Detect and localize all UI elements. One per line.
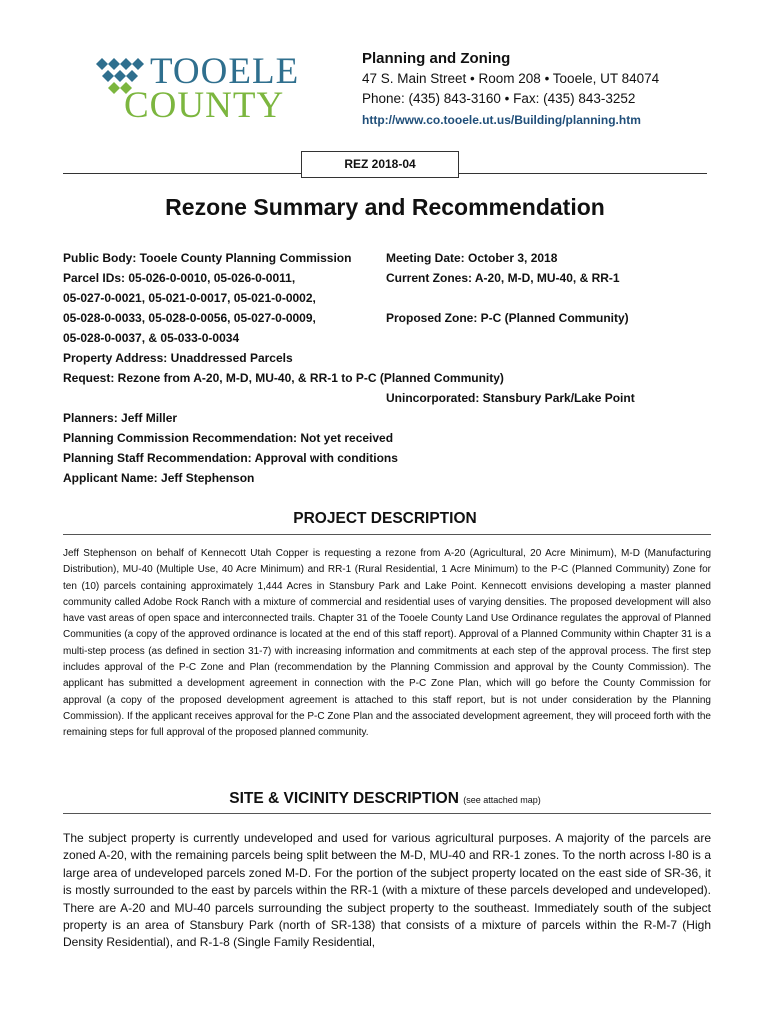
page-title: Rezone Summary and Recommendation (165, 194, 605, 220)
site-description-note: (see attached map) (463, 795, 541, 805)
site-description-rule (63, 813, 711, 814)
parcel-ids-line-1: Parcel IDs: 05-026-0-0010, 05-026-0-0011, (63, 271, 296, 285)
planners: Planners: Jeff Miller (63, 411, 178, 425)
project-description-rule (63, 534, 711, 535)
site-description-heading-text: SITE & VICINITY DESCRIPTION (229, 790, 459, 807)
logo-text-county: COUNTY (124, 85, 285, 126)
project-description-text: Jeff Stephenson on behalf of Kennecott Utah Copper is requesting a rezone from A-20 (Agricultural, 20 Acre Minimum), M-D (Manufacturing Distribution), MU-40 (Multiple Use, 40 Acre Minimum) and RR-1 (Rural Residential, 1 Acre Minimum) to the P-C (Planned Community) Zone for ten (10) parcels containing approximately 1,444 Acres in Stansbury Park and Lake Point. Kennecott envisions developing a master planned community called Adobe Rock Ranch with a mixture of commercial and residential uses of varying densities. The proposed development will also have vast areas of open space and interconnected trails. Chapter 31 of the Tooele County Land Use Ordinance regulates the approval of Planned Communities (a copy of the approved ordinance is located at the end of this staff report). Approval of a Planned Community within Chapter 31 is a multi-step process (as defined in section 31-7) with increasing information and commitments at each step of the approval process. The first step includes approval of the P-C Zone and Plan (recommendation by the Planning Commission and approval by the County Commission). The applicant has submitted a development agreement in connection with the P-C Zone Plan, which will go before the County Commission for approval (a copy of the proposed development agreement is attached to this staff report, but is not under consideration by the Planning Commission). If the applicant receives approval for the P-C Zone Plan and the associated development agreement, they will proceed forth with the remaining steps for full approval of the proposed planned community. (63, 548, 711, 739)
meeting-date: Meeting Date: October 3, 2018 (386, 251, 558, 265)
current-zones: Current Zones: A-20, M-D, MU-40, & RR-1 (386, 271, 620, 285)
proposed-zone: Proposed Zone: P-C (Planned Community) (386, 311, 629, 325)
location: Unincorporated: Stansbury Park/Lake Point (386, 391, 635, 405)
public-body: Public Body: Tooele County Planning Commission (63, 251, 352, 265)
logo-text-tooele: TOOELE (150, 51, 300, 92)
planning-commission-recommendation: Planning Commission Recommendation: Not yet received (63, 431, 394, 445)
parcel-ids-line-4: 05-028-0-0037, & 05-033-0-0034 (63, 331, 240, 345)
rezone-request: Request: Rezone from A-20, M-D, MU-40, & RR-1 to P-C (Planned Community) (63, 371, 504, 385)
parcel-ids-line-2: 05-027-0-0021, 05-021-0-0017, 05-021-0-0002, (63, 291, 316, 305)
office-phone: Phone: (435) 843-3160 • Fax: (435) 843-3252 (362, 91, 636, 106)
site-description-heading (0, 790, 770, 808)
county-logo (96, 52, 336, 124)
site-description-text: The subject property is currently undeveloped and used for various agricultural purposes. A majority of the parcels are zoned A-20, with the remaining parcels being split between the M-D, MU-40 and RR-1 zones. To the north across I-80 is a large area of undeveloped parcels zoned M-D. For the portion of the subject property located on the east side of SR-36, it is mostly surrounded to the east by parcels within the RR-1 (with a mixture of these parcels developed and undeveloped). There are A-20 and MU-40 parcels surrounding the subject property to the southeast. Immediately south of the subject property is an area of Stansbury Park (north of SR-138) that consists of a mixture of parcels within the R-M-7 (High Density Residential), and R-1-8 (Single Family Residential, (63, 831, 711, 950)
property-address: Property Address: Unaddressed Parcels (63, 351, 293, 365)
office-address: 47 S. Main Street • Room 208 • Tooele, UT 84074 (362, 71, 660, 86)
applicant-name: Applicant Name: Jeff Stephenson (63, 471, 255, 485)
case-number-box: REZ 2018-04 (301, 151, 459, 178)
department-url[interactable]: http://www.co.tooele.ut.us/Building/planning.htm (362, 113, 641, 127)
planning-staff-recommendation: Planning Staff Recommendation: Approval with conditions (63, 451, 398, 465)
parcel-ids-line-3: 05-028-0-0033, 05-028-0-0056, 05-027-0-0009, (63, 311, 316, 325)
department-name: Planning and Zoning (362, 50, 511, 67)
office-contact-block (362, 49, 742, 131)
project-description-heading: PROJECT DESCRIPTION (293, 510, 477, 527)
